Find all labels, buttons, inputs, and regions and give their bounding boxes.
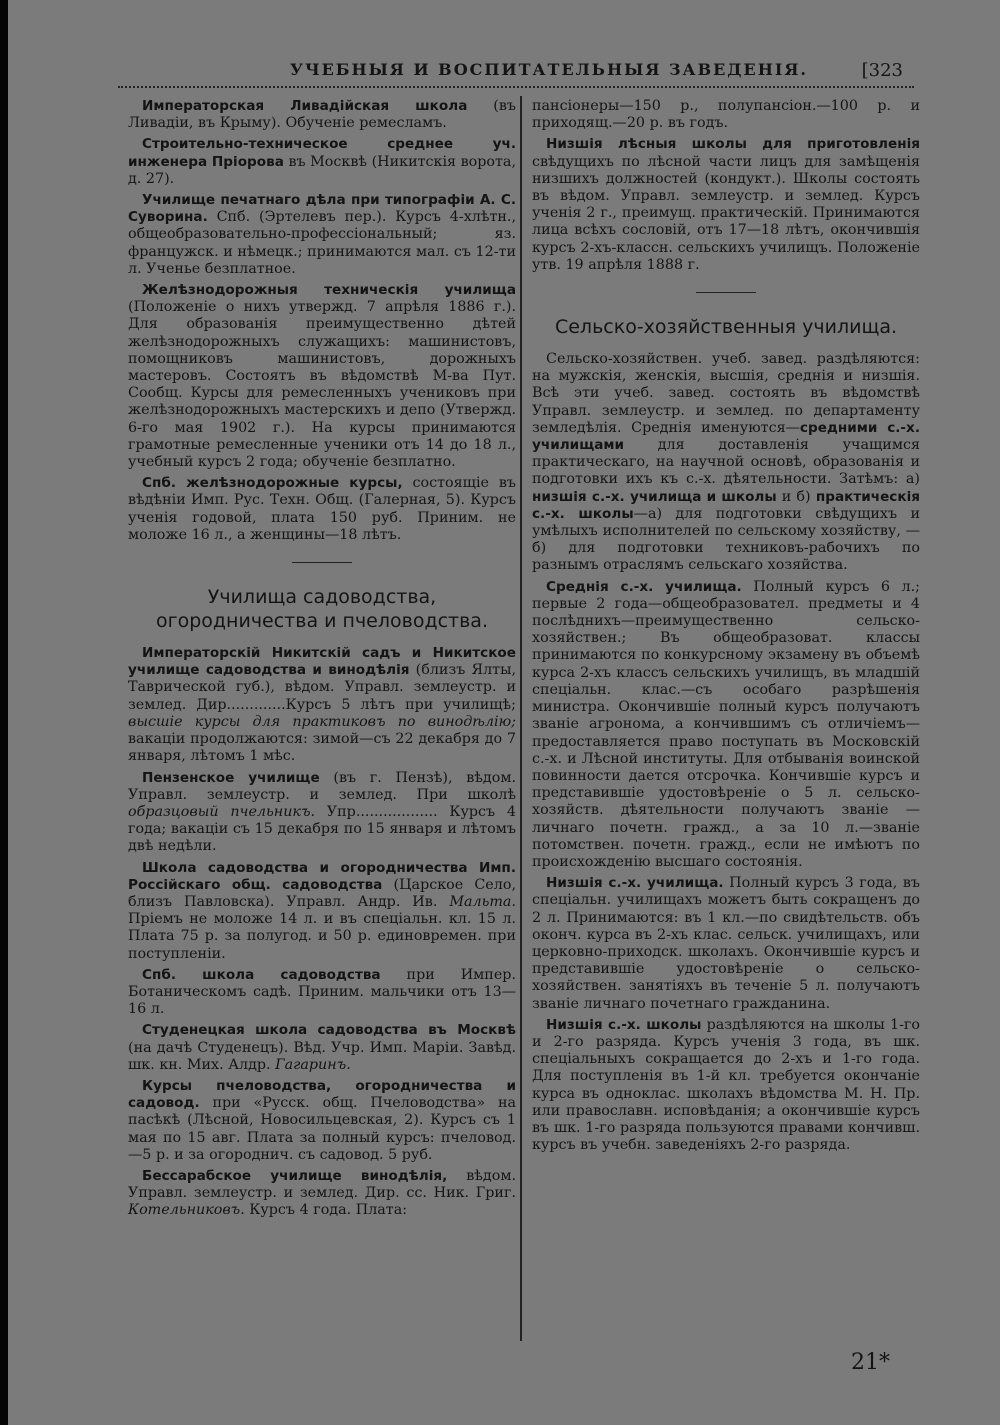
page-edge [0, 0, 8, 1425]
entry-priorov: Строительно-техническое среднее уч. инженера Пріорова въ Москвѣ (Никитскія ворота, д. 27). [128, 136, 516, 187]
entry-studenets: Студенецкая школа садоводства въ Москвѣ (на дачѣ Студенецъ). Вѣд. Учр. Имп. Маріи. Завѣд. шк. кн. Мих. Алдр. Гагаринъ. [128, 1022, 516, 1073]
entry-suvorin: Училище печатнаго дѣла при типографіи А. С. Суворина. Спб. (Эртелевъ пер.). Курсъ 4-хлѣтн., общеобразовательно-профессіональный; яз. францужск. и нѣмецк.; принимаются мал. съ 12-ти л. Ученье безплатное. [128, 192, 516, 277]
entry-forestry: Низшія лѣсныя школы для приготовленія свѣдущихъ по лѣсной части лицъ для замѣщенія низшихъ должностей (кондукт.). Школы состоять въ вѣдом. Управл. землеустр. и землед. Курсъ ученія 2 г., преимущ. практическій. Принимаются лица всѣхъ сословій, отъ 17—18 лѣтъ, окончившія курсъ 2-хъ-классн. сельскихъ училищъ. Положеніе утв. 19 апрѣля 1888 г. [532, 136, 920, 273]
section-rule [292, 562, 352, 563]
entry-penza: Пензенское училище (въ г. Пензѣ), вѣдом. Управл. землеустр. и землед. При школѣ образцовый пчельникъ. Упр.................. Курсъ 4 года; вакаціи съ 15 декабря по 15 января и лѣтомъ двѣ недѣли. [128, 769, 516, 855]
entry-botanical: Спб. школа садоводства при Импер. Ботаническомъ садѣ. Приним. мальчики отъ 13—16 л. [128, 966, 516, 1018]
header-rule [118, 86, 914, 94]
running-header [115, 60, 915, 84]
right-column [532, 98, 920, 1158]
entry-tsarskoe: Школа садоводства и огородничества Имп. Россійскаго общ. садоводства (Царское Село, близъ Павловска). Управл. Андр. Ив. Мальта. Пріемъ не моложе 14 л. и въ спеціальн. кл. 15 л. Плата 75 р. за полугод. и 50 р. единовремен. при поступленіи. [128, 859, 516, 962]
entry-railway-schools: Желѣзнодорожныя техническія училища (Положеніе о нихъ утвержд. 7 апрѣля 1886 г.). Для образованія преимущественно дѣтей желѣзнодорожныхъ служащихъ: машинистовъ, помощниковъ машинистовъ, дорожныхъ мастеровъ. Состоятъ въ вѣдомствѣ М-ва Пут. Сообщ. Курсы для ремесленныхъ учениковъ при желѣзнодорожныхъ мастерскихъ и депо (Утвержд. 6-го мая 1902 г.). На курсы принимаются грамотные ремесленные ученики отъ 14 до 18 л., учебный курсъ 2 года; обученіе безплатно. [128, 282, 516, 471]
section-title-agricultural: Сельско-хозяйственныя училища. [554, 316, 898, 339]
entry-agri-schools: Низшія с.-х. школы раздѣляются на школы 1-го и 2-го разряда. Курсъ ученія 3 года, въ шк. спеціальныхъ сокращается до 2-хъ и 1-го года. Для поступленія въ 1-й кл. требуется окончаніе курса въ одноклас. школахъ вѣдомства М. Н. Пр. или православн. исповѣданія; а окончившіе курсъ въ шк. 1-го разряда пользуются правами кончивш. курсъ въ учебн. заведеніяхъ 2-го разряда. [532, 1016, 921, 1154]
entry-railway-courses: Спб. желѣзнодорожные курсы, состоящіе въ вѣдѣніи Имп. Рус. Техн. Общ. (Галерная, 5). Курсъ ученія годовой, плата 150 руб. Приним. не моложе 16 л., а женщины—18 лѣтъ. [128, 475, 517, 543]
entry-nikitsky: Императорскій Никитскій садъ и Никитское училище садоводства и винодѣлія (близъ Ялты, Таврической губ.), вѣдом. Управл. землеустр. и землед. Дир.............Курсъ 5 лѣтъ при училищѣ; высшіе курсы для практиковъ по винодѣлію; вакаціи продолжаются: зимой—съ 22 декабря до 7 января, лѣтомъ 1 мѣс. [128, 645, 516, 765]
entry-agri-lower: Низшія с.-х. училища. Полный курсъ 3 года, въ спеціальн. училищахъ можетъ быть сокращенъ до 2 л. Принимаются: въ 1 кл.—по свидѣтельств. объ оконч. курса въ 2-хъ клас. сельск. училищахъ, или церковно-приходск. школахъ. Окончившіе курсъ и представившіе удостовѣреніе о сельско-хозяйствен. занятіяхъ въ теченіе 5 л. получаютъ званіе личнаго почетнаго гражданина. [532, 875, 920, 1012]
entry-beekeeping: Курсы пчеловодства, огородничества и садовод. при «Русск. общ. Пчеловодства» на пасѣкѣ (Лѣсной, Новосильцевская, 2). Курсъ съ 1 мая по 15 авг. Плата за полный курсъ: пчеловод.—5 р. и за огороднич. съ садовод. 5 руб. [128, 1077, 516, 1163]
column-divider [520, 96, 522, 1341]
entry-agri-secondary: Среднія с.-х. училища. Полный курсъ 6 л.; первые 2 года—общеобразовател. предметы и 4 послѣднихъ—преимущественно сельско-хозяйствен.; Въ общеобразоват. классы принимаются по конкурсному экзамену въ объемѣ курса 2-хъ классъ сельскихъ училищъ, въ младшій спеціальн. клас.—съ особаго разрѣшенія министра. Окончившіе полный курсъ получаютъ званіе агронома, а кончившимъ съ отличіемъ—предоставляется право поступать въ Московскій с.-х. и Лѣсной институты. Для отбыванія воинской повинности дается отсрочка. Кончившіе курсъ и представившіе удостовѣреніе о 5 л. сельско-хозяйств. дѣятельности получаютъ званіе — личнаго почетн. гражд., а за 10 л.—званіе потомствен. почетн. гражд., если не имѣютъ по происхожденію высшаго состоянія. [532, 578, 920, 870]
entry-bessarabia: Бессарабское училище винодѣлія, вѣдом. Управл. землеустр. и землед. Дир. сс. Ник. Григ. Котельниковъ. Курсъ 4 года. Плата: [128, 1167, 516, 1219]
entry-agri-overview: Сельско-хозяйствен. учеб. завед. раздѣляются: на мужскія, женскія, высшія, среднія и низшія. Всѣ эти учеб. завед. состоять въ вѣдомствѣ Управл. землеустр. и землед. по департаменту земледѣлія. Среднія именуются—средними с.-х. училищами для доставленія учащимся практическаго, на научной основѣ, образованія и подготовки ихъ къ с.-х. дѣятельности. Затѣмъ: а) низшія с.-х. училища и школы и б) практическія с.-х. школы—а) для подготовки свѣдущихъ и умѣлыхъ исполнителей по сельскому хозяйству, — б) для подготовки техниковъ-рабочихъ по разнымъ отраслямъ сельскаго хозяйства. [532, 351, 921, 574]
signature-mark: 21* [851, 1350, 890, 1375]
entry-fees-continued: пансіонеры—150 р., полупансіон.—100 р. и приходящ.—20 р. въ годъ. [532, 98, 920, 132]
page-number: [323 [861, 60, 903, 81]
entry-livadia: Императорская Ливадійская школа (въ Ливадіи, въ Крыму). Обученіе ремесламъ. [128, 98, 516, 132]
section-rule [696, 292, 756, 293]
section-title-gardening: Училища садоводства, огородничества и пчеловодства. [156, 586, 488, 633]
left-column [128, 98, 516, 1224]
header-title: УЧЕБНЫЯ И ВОСПИТАТЕЛЬНЫЯ ЗАВЕДЕНІЯ. [290, 60, 808, 79]
